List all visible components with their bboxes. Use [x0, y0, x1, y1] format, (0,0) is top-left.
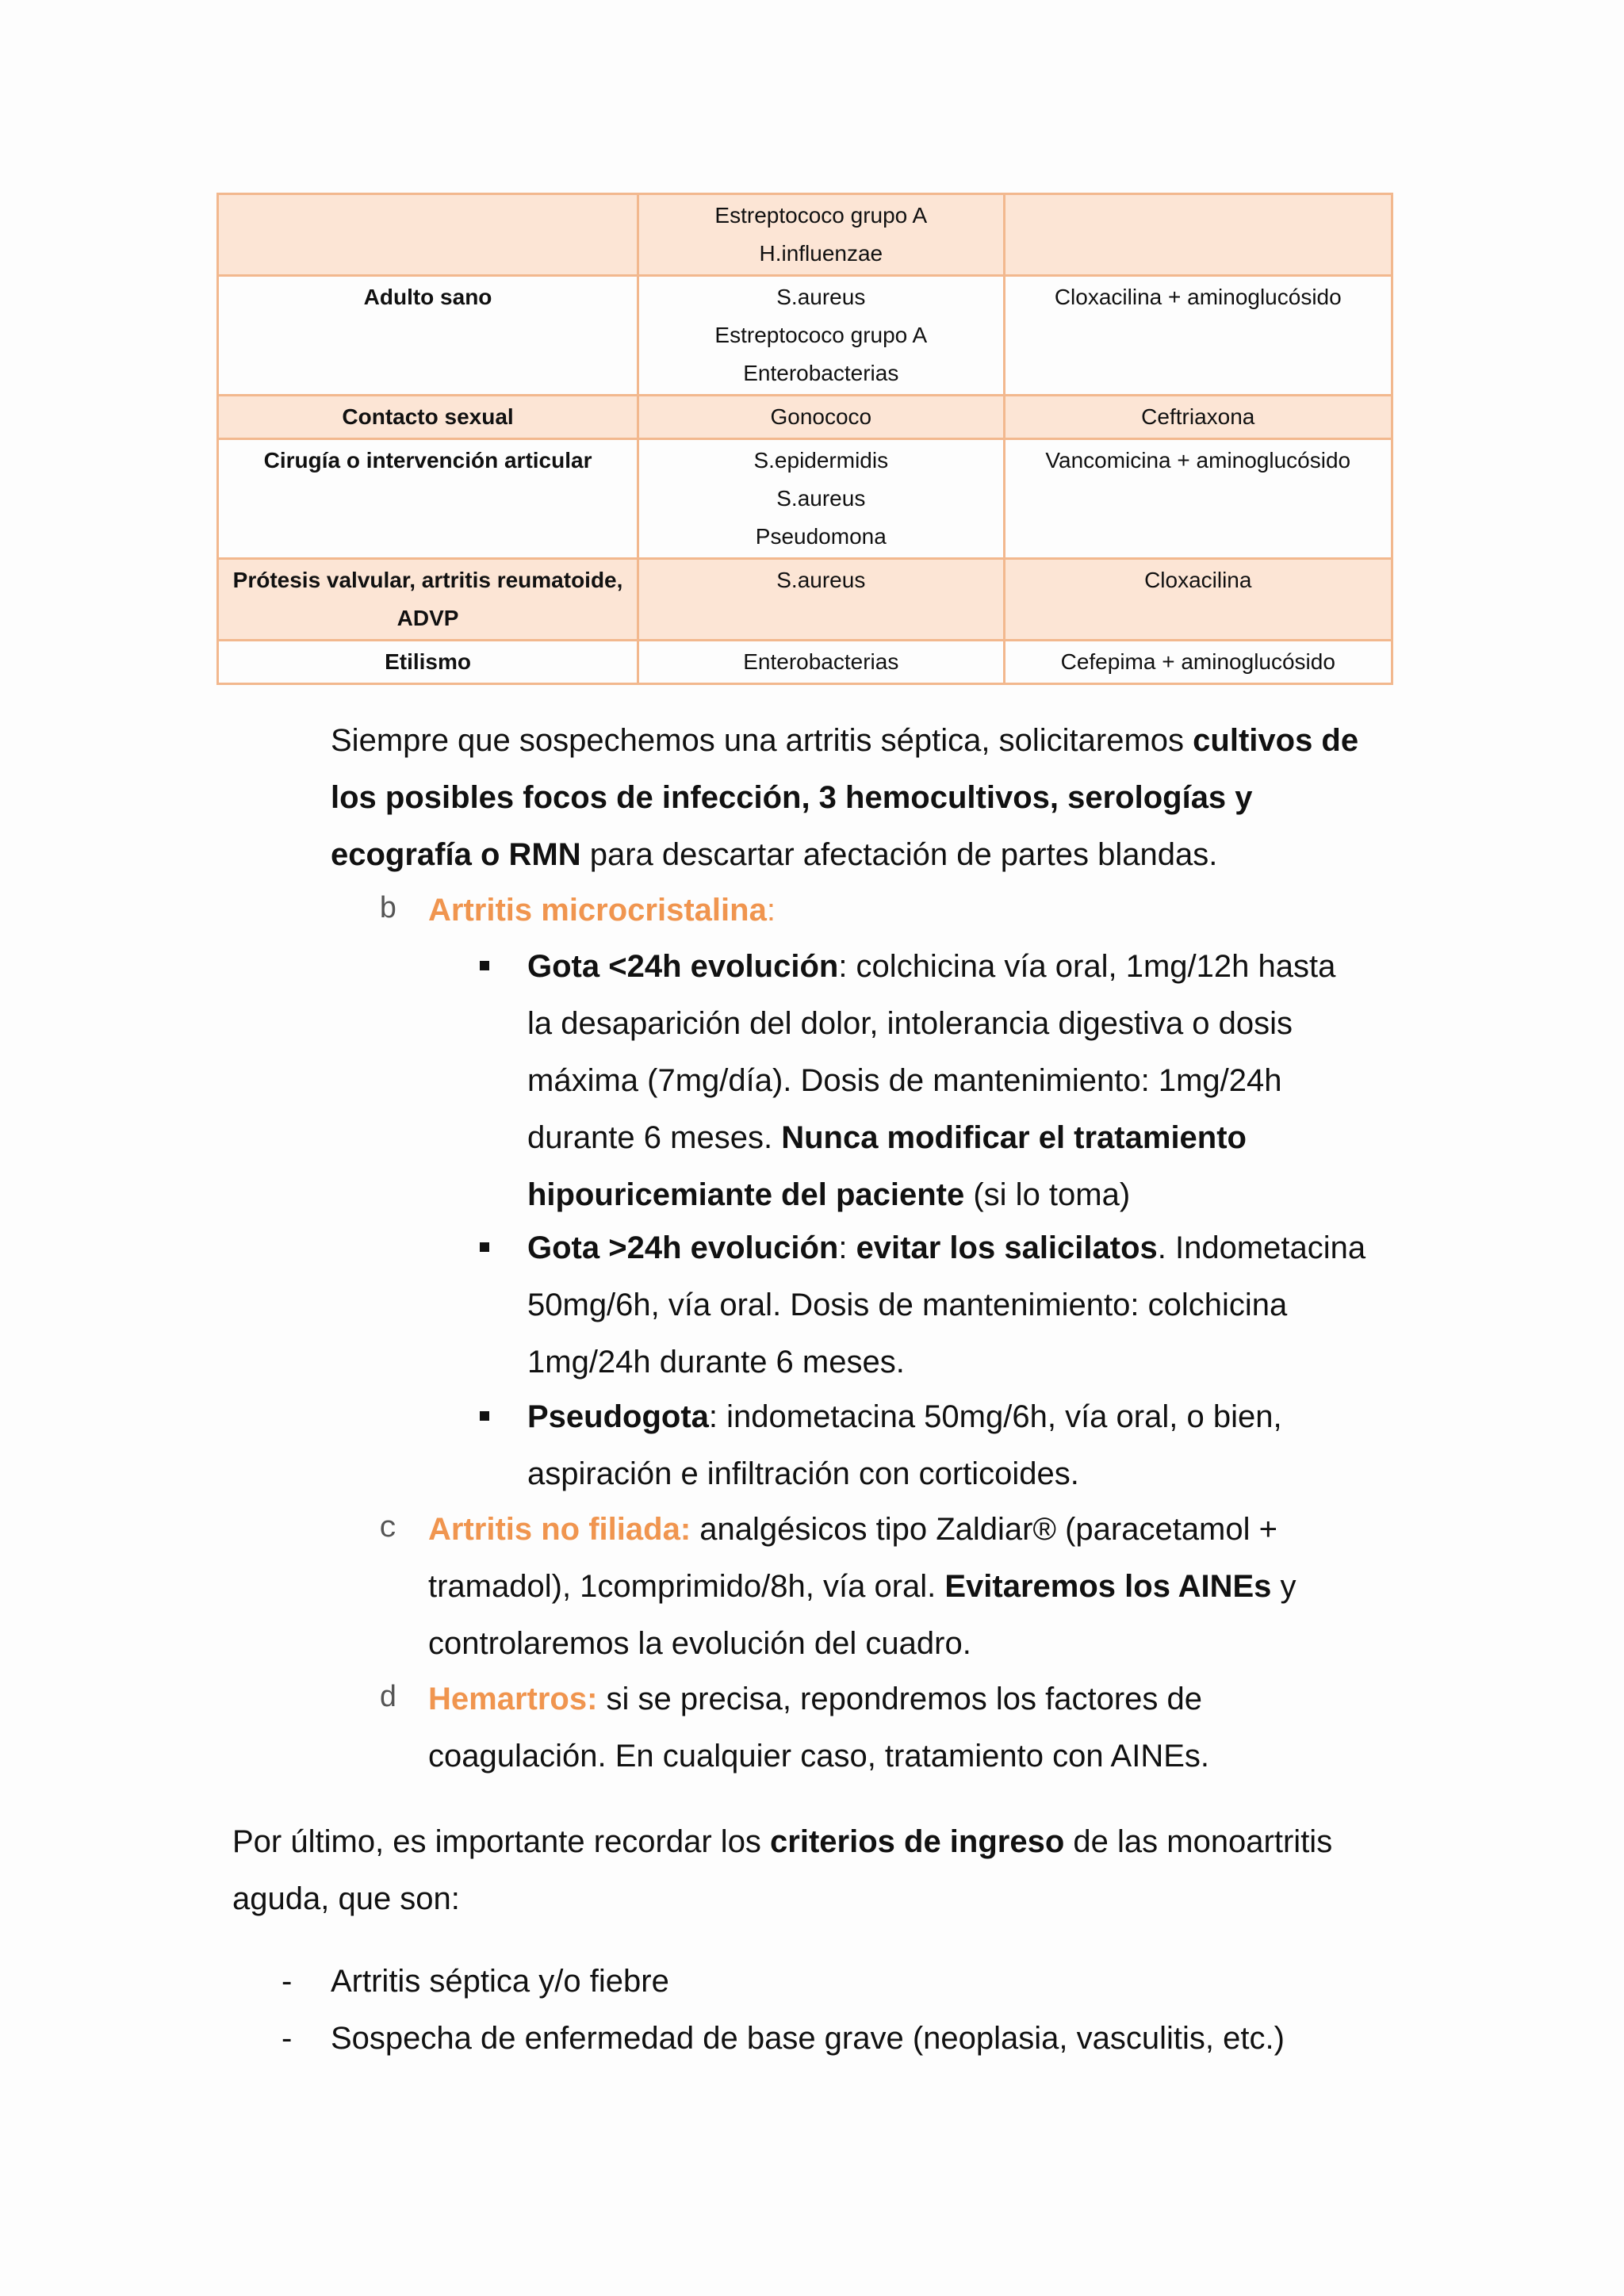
table-cell — [638, 194, 1004, 276]
cell-line: Cloxacilina + aminoglucósido — [1054, 285, 1342, 309]
cell-line: Ceftriaxona — [1141, 404, 1255, 429]
criteria-item: Sospecha de enfermedad de base grave (neoplasia, vasculitis, etc.) — [331, 2021, 1285, 2056]
cell-line: Pseudomona — [755, 524, 887, 549]
cell-line: Estreptococo grupo A — [714, 323, 928, 347]
table-cell — [218, 439, 638, 559]
section-d-marker: d — [379, 1682, 397, 1716]
table-cell — [218, 276, 638, 396]
table-row — [218, 559, 1392, 641]
bullet-square-icon — [480, 1411, 489, 1421]
cell-line: Estreptococo grupo A — [714, 203, 928, 228]
table-cell — [638, 641, 1004, 684]
cell-line: Vancomicina + aminoglucósido — [1045, 448, 1351, 473]
table-row — [218, 396, 1392, 439]
cell-line: Cirugía o intervención articular — [263, 448, 592, 473]
list-dash: - — [282, 1964, 293, 1999]
list-dash: - — [282, 2021, 293, 2056]
table-row — [218, 439, 1392, 559]
table-cell — [218, 194, 638, 276]
septic-line-3: ecografía o RMN para descartar afectación de partes blandas. — [331, 837, 1218, 872]
table-cell — [218, 396, 638, 439]
cell-line: ADVP — [396, 606, 459, 630]
table-row — [218, 641, 1392, 684]
cell-line: S.epidermidis — [753, 448, 889, 473]
table-cell — [1004, 276, 1392, 396]
cell-line: Enterobacterias — [743, 649, 899, 674]
bullet-square-icon — [480, 1242, 489, 1252]
table-row — [218, 276, 1392, 396]
table-cell — [1004, 439, 1392, 559]
section-b-heading: Artritis microcristalina: — [428, 893, 776, 928]
cell-line: Etilismo — [385, 649, 471, 674]
cell-line: S.aureus — [776, 285, 866, 309]
section-d-text: Hemartros: si se precisa, repondremos los factores de coagulación. En cualquier caso, tratamiento con AINEs. — [428, 1682, 1209, 1774]
cell-line: S.aureus — [776, 486, 866, 511]
closing-paragraph: Por último, es importante recordar los criterios de ingreso de las monoartritis aguda, que son: — [232, 1824, 1333, 1916]
cell-line: Contacto sexual — [342, 404, 514, 429]
cell-line: Adulto sano — [363, 285, 492, 309]
section-b-marker: b — [379, 893, 397, 927]
cell-line: Cloxacilina — [1144, 568, 1252, 592]
cell-line: S.aureus — [776, 568, 866, 592]
cell-line: Cefepima + aminoglucósido — [1060, 649, 1335, 674]
table-cell — [1004, 641, 1392, 684]
septic-line-1: Siempre que sospechemos una artritis séptica, solicitaremos cultivos de — [331, 723, 1359, 758]
table-cell — [638, 559, 1004, 641]
cell-line: Prótesis valvular, artritis reumatoide, — [232, 568, 623, 592]
septic-paragraph — [331, 712, 1358, 883]
table-row — [218, 194, 1392, 276]
bullet-square-icon — [480, 961, 489, 970]
cell-line: Enterobacterias — [743, 361, 899, 385]
cell-line: Gonococo — [770, 404, 872, 429]
bullet-gota-gt24: Gota >24h evolución: evitar los salicilatos. Indometacina 50mg/6h, vía oral. Dosis de mantenimiento: colchicina 1mg/24h durante 6 meses. — [527, 1230, 1366, 1380]
bullet-gota-lt24: Gota <24h evolución: colchicina vía oral, 1mg/12h hasta la desaparición del dolor, intolerancia digestiva o dosis máxima (7mg/día). Dosis de mantenimiento: 1mg/24h durante 6 meses. Nunca modificar el tratamiento hipouricemiante del paciente (si lo toma) — [527, 949, 1336, 1212]
septic-line-2: los posibles focos de infección, 3 hemocultivos, serologías y — [331, 780, 1253, 815]
section-c-marker: c — [379, 1512, 397, 1546]
section-c-text: Artritis no filiada: analgésicos tipo Zaldiar® (paracetamol + tramadol), 1comprimido/8h, vía oral. Evitaremos los AINEs y controlaremos la evolución del cuadro. — [428, 1512, 1297, 1661]
table-cell — [218, 559, 638, 641]
antibiotic-table-body — [218, 194, 1392, 684]
table-cell — [638, 396, 1004, 439]
table-cell — [1004, 396, 1392, 439]
table-cell — [1004, 194, 1392, 276]
table-cell — [218, 641, 638, 684]
antibiotic-table — [216, 193, 1393, 685]
table-cell — [1004, 559, 1392, 641]
table-cell — [638, 439, 1004, 559]
criteria-item: Artritis séptica y/o fiebre — [331, 1964, 669, 1999]
cell-line: H.influenzae — [759, 241, 883, 266]
bullet-pseudogota: Pseudogota: indometacina 50mg/6h, vía oral, o bien, aspiración e infiltración con corticoides. — [527, 1399, 1282, 1491]
table-cell — [638, 276, 1004, 396]
